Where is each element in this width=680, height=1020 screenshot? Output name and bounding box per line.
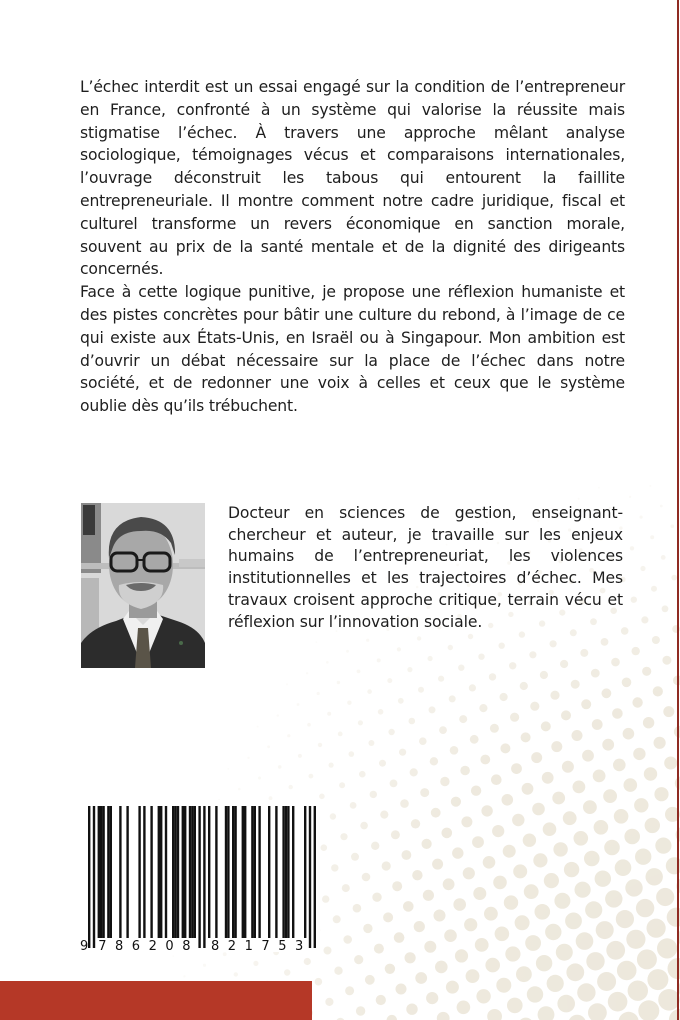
svg-text:7: 7 <box>98 939 107 952</box>
svg-text:5: 5 <box>278 939 287 952</box>
isbn-barcode <box>80 800 320 952</box>
right-edge-stripe <box>677 0 679 1020</box>
author-portrait-icon <box>81 503 205 668</box>
svg-text:8: 8 <box>115 939 124 952</box>
book-summary <box>80 76 625 418</box>
svg-text:8: 8 <box>211 939 220 952</box>
author-bio: Docteur en sciences de gestion, enseignant-chercheur et auteur, je travaille sur les enjeux humains de l’entrepreneuriat, les violences institutionnelles et les trajectoires d’échec. Mes travaux croisent approche critique, terrain vécu et réflexion sur l’innovation sociale. <box>228 504 623 631</box>
svg-text:3: 3 <box>295 939 304 952</box>
svg-text:8: 8 <box>182 939 191 952</box>
barcode-icon <box>80 800 320 952</box>
svg-text:2: 2 <box>148 939 157 952</box>
svg-text:1: 1 <box>244 939 253 952</box>
bottom-accent-bar <box>0 981 312 1020</box>
summary-paragraph-2: Face à cette logique punitive, je propose une réflexion humaniste et des pistes concrètes pour bâtir une culture du rebond, à l’image de ce qui existe aux États-Unis, en Israël ou à Singapour. Mon ambition est d’ouvrir un débat nécessaire sur la place de l’échec dans notre société, et de redonner une voix à celles et ceux que le système oublie dès qu’ils trébuchent. <box>80 283 625 416</box>
svg-text:2: 2 <box>227 939 237 952</box>
summary-paragraph-1: L’échec interdit est un essai engagé sur la condition de l’entrepreneur en France, confronté à un système qui valorise la réussite mais stigmatise l’échec. À travers une approche mêlant analyse sociologique, témoignages vécus et comparaisons internationales, l’ouvrage déconstruit les tabous qui entourent la faillite entrepreneuriale. Il montre comment notre cadre juridique, fiscal et culturel transforme un revers économique en sanction morale, souvent au prix de la santé mentale et de la dignité des dirigeants concernés. <box>80 78 625 279</box>
svg-text:0: 0 <box>165 939 174 952</box>
svg-text:7: 7 <box>261 939 270 952</box>
svg-text:9: 9 <box>80 939 89 952</box>
svg-text:6: 6 <box>131 939 141 952</box>
author-photo <box>81 503 205 668</box>
